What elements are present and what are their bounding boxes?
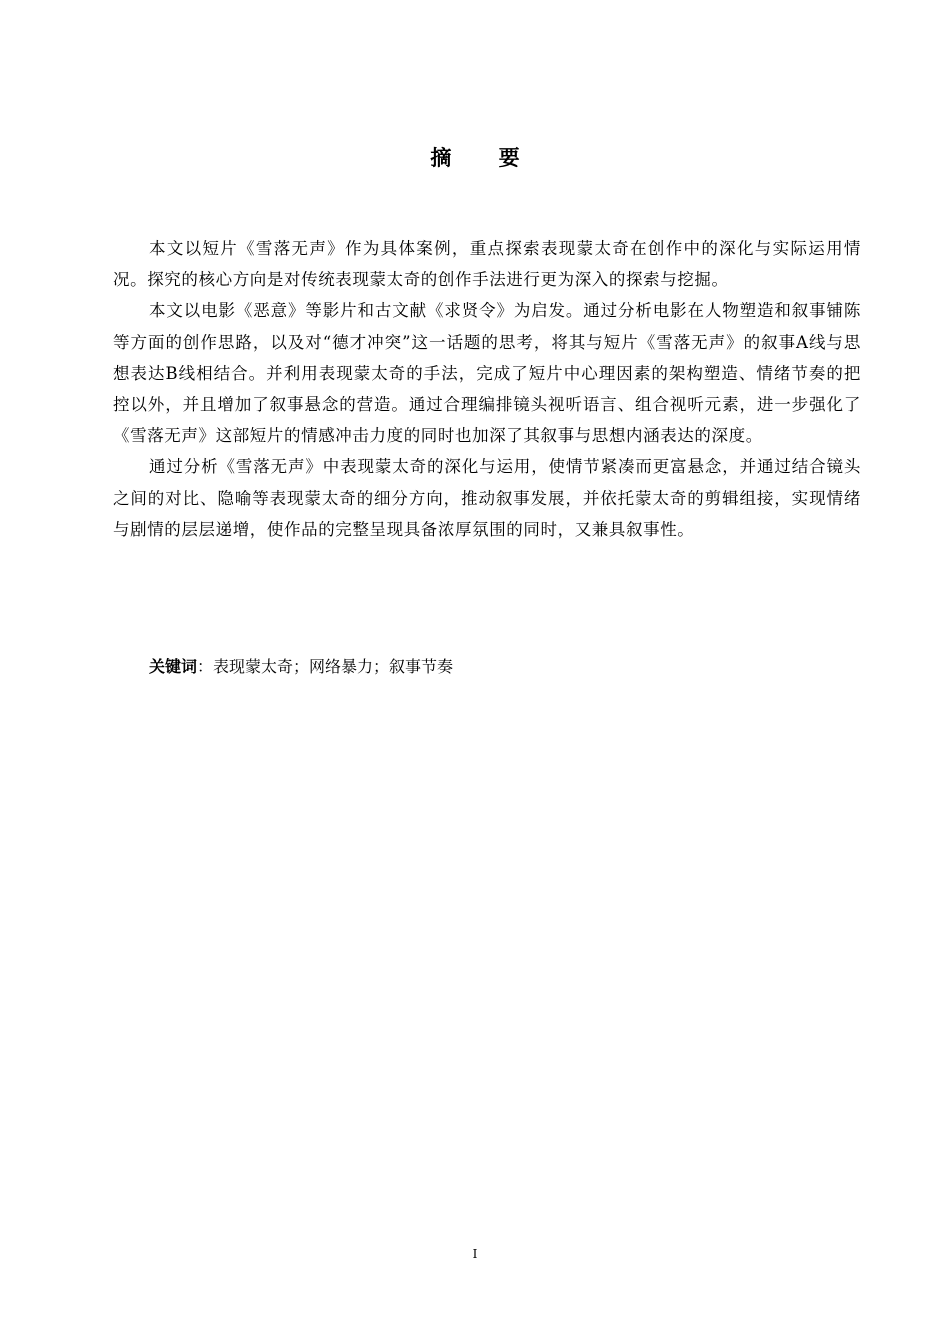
abstract-paragraph-1: 本文以短片《雪落无声》作为具体案例，重点探索表现蒙太奇在创作中的深化与实际运用情况。探究的核心方向是对传统表现蒙太奇的创作手法进行更为深入的探索与挖掘。 [113,239,861,290]
page-number: I [472,1247,478,1261]
abstract-paragraph-2: 本文以电影《恶意》等影片和古文献《求贤令》为启发。通过分析电影在人物塑造和叙事铺陈等方面的创作思路，以及对“德才冲突”这一话题的思考，将其与短片《雪落无声》的叙事A线与思想表达B线相结合。并利用表现蒙太奇的手法，完成了短片中心理因素的架构塑造、情绪节奏的把控以外，并且增加了叙事悬念的营造。通过合理编排镜头视听语言、组合视听元素，进一步强化了《雪落无声》这部短片的情感冲击力度的同时也加深了其叙事与思想内涵表达的深度。 [113,301,861,446]
keywords-label: 关键词 [149,657,198,676]
keywords-line [149,651,849,682]
abstract-paragraph-3: 通过分析《雪落无声》中表现蒙太奇的深化与运用，使情节紧凑而更富悬念，并通过结合镜头之间的对比、隐喻等表现蒙太奇的细分方向，推动叙事发展，并依托蒙太奇的剪辑组接，实现情绪与剧情的层层递增，使作品的完整呈现具备浓厚氛围的同时，又兼具叙事性。 [113,457,861,539]
abstract-body [113,233,861,545]
abstract-title: 摘 要 [430,145,540,170]
keywords-value: 表现蒙太奇；网络暴力；叙事节奏 [213,657,454,676]
keywords-separator: ： [197,657,214,676]
